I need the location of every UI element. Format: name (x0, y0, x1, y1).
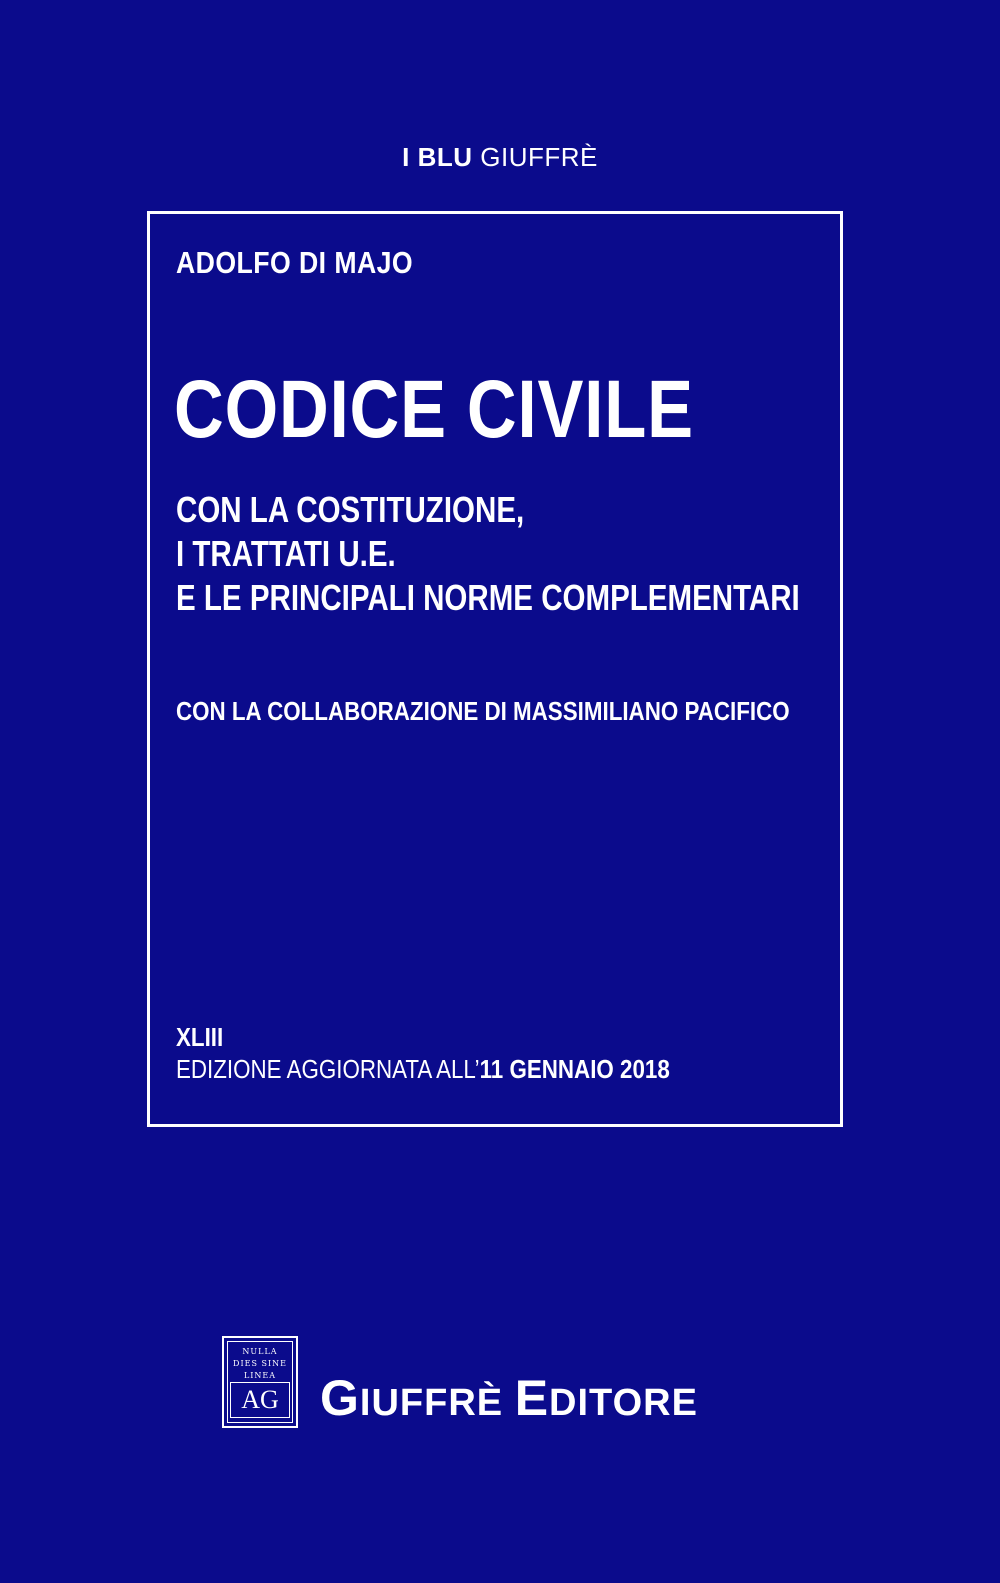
publisher-initial: E (514, 1370, 550, 1426)
publisher-initial: G (320, 1370, 360, 1426)
book-title: CODICE CIVILE (174, 364, 694, 455)
series-name-bold: I BLU (402, 142, 473, 172)
author-name: ADOLFO DI MAJO (176, 245, 414, 280)
subtitle-line: CON LA COSTITUZIONE, (176, 489, 525, 530)
logo-monogram: AG (230, 1382, 290, 1418)
subtitle-line: I TRATTATI U.E. (176, 533, 396, 574)
edition-info (176, 1054, 670, 1085)
subtitle-line: E LE PRINCIPALI NORME COMPLEMENTARI (176, 577, 800, 618)
publisher-name-rest: IUFFRÈ (359, 1382, 515, 1424)
collaboration-credit: CON LA COLLABORAZIONE DI MASSIMILIANO PACIFICO (176, 696, 790, 726)
publisher-name-rest: DITORE (549, 1382, 698, 1424)
edition-number: XLIII (176, 1022, 224, 1052)
edition-date: 11 GENNAIO 2018 (479, 1054, 670, 1084)
publisher-name (320, 1368, 698, 1433)
series-label (0, 140, 1000, 174)
edition-prefix: EDIZIONE AGGIORNATA ALL’ (176, 1054, 480, 1084)
book-subtitle (176, 488, 800, 620)
logo-motto: NULLA DIES SINE LINEA (233, 1347, 287, 1380)
cover-frame (147, 211, 843, 1127)
publisher-logo-icon (222, 1336, 298, 1428)
series-name-publisher: GIUFFRÈ (480, 142, 598, 172)
